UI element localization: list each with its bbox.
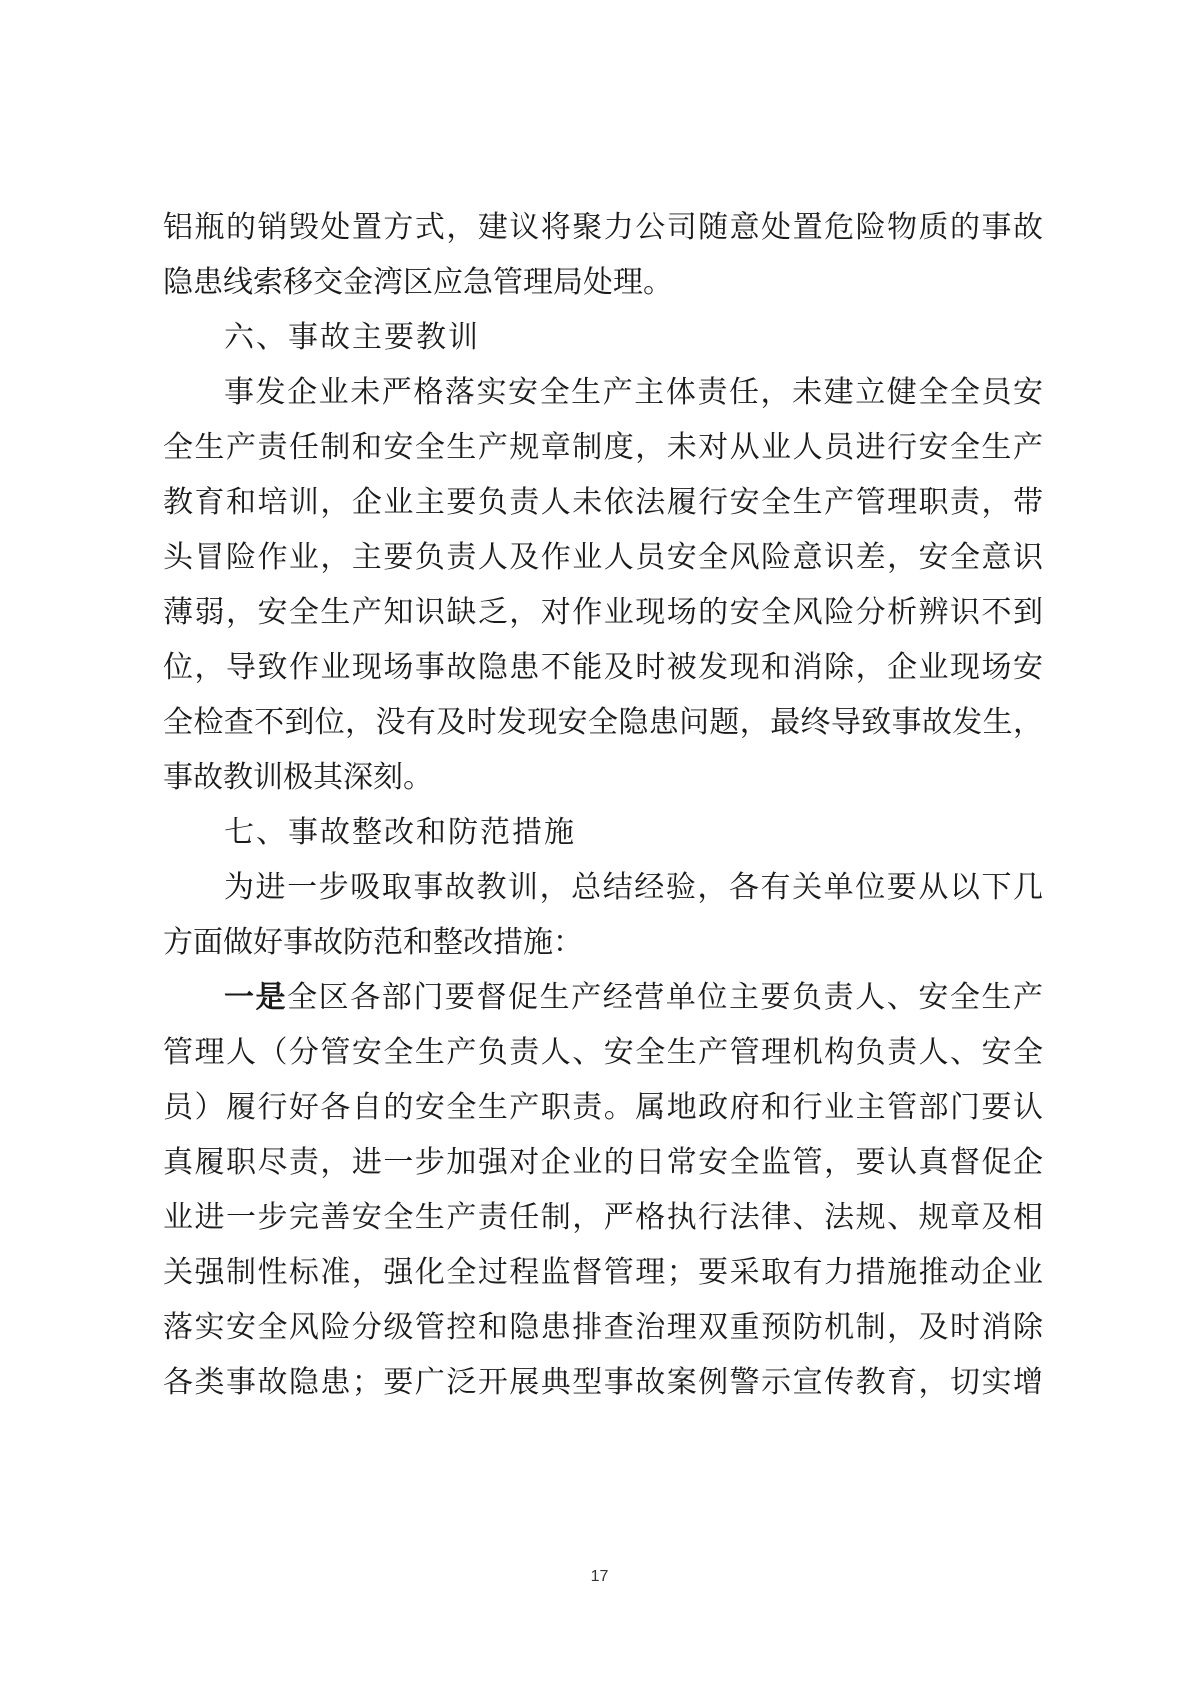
item-label: 一是	[224, 980, 288, 1015]
section-heading-6: 六、事故主要教训	[224, 320, 480, 355]
paragraph-line: 薄弱，安全生产知识缺乏，对作业现场的安全风险分析辨识不到	[163, 595, 1043, 630]
paragraph-line: 铝瓶的销毁处置方式，建议将聚力公司随意处置危险物质的事故	[163, 210, 1043, 245]
paragraph-line: 业进一步完善安全生产责任制，严格执行法律、法规、规章及相	[163, 1200, 1043, 1235]
paragraph-line: 隐患线索移交金湾区应急管理局处理。	[163, 265, 673, 300]
paragraph-line: 事发企业未严格落实安全生产主体责任，未建立健全全员安	[224, 375, 1043, 410]
page-number: 17	[590, 1568, 609, 1585]
paragraph-line: 关强制性标准，强化全过程监督管理；要采取有力措施推动企业	[163, 1255, 1043, 1290]
paragraph-line: 全检查不到位，没有及时发现安全隐患问题，最终导致事故发生，	[163, 705, 1043, 740]
paragraph-line: 事故教训极其深刻。	[163, 760, 433, 795]
paragraph-line: 位，导致作业现场事故隐患不能及时被发现和消除，企业现场安	[163, 650, 1043, 685]
paragraph-line: 教育和培训，企业主要负责人未依法履行安全生产管理职责，带	[163, 485, 1043, 520]
paragraph-line: 员）履行好各自的安全生产职责。属地政府和行业主管部门要认	[163, 1090, 1043, 1125]
paragraph-line: 头冒险作业，主要负责人及作业人员安全风险意识差，安全意识	[163, 540, 1043, 575]
paragraph-line: 落实安全风险分级管控和隐患排查治理双重预防机制，及时消除	[163, 1310, 1043, 1345]
paragraph-line: 管理人（分管安全生产负责人、安全生产管理机构负责人、安全	[163, 1035, 1043, 1070]
item-text: 全区各部门要督促生产经营单位主要负责人、安全生产	[287, 980, 1044, 1015]
paragraph-line: 全生产责任制和安全生产规章制度，未对从业人员进行安全生产	[163, 430, 1043, 465]
paragraph-line	[224, 978, 1043, 1018]
section-heading-7: 七、事故整改和防范措施	[224, 815, 576, 850]
paragraph-line: 各类事故隐患；要广泛开展典型事故案例警示宣传教育，切实增	[163, 1365, 1043, 1400]
paragraph-line: 为进一步吸取事故教训，总结经验，各有关单位要从以下几	[224, 870, 1043, 905]
paragraph-line: 方面做好事故防范和整改措施：	[163, 925, 583, 960]
paragraph-line: 真履职尽责，进一步加强对企业的日常安全监管，要认真督促企	[163, 1145, 1043, 1180]
